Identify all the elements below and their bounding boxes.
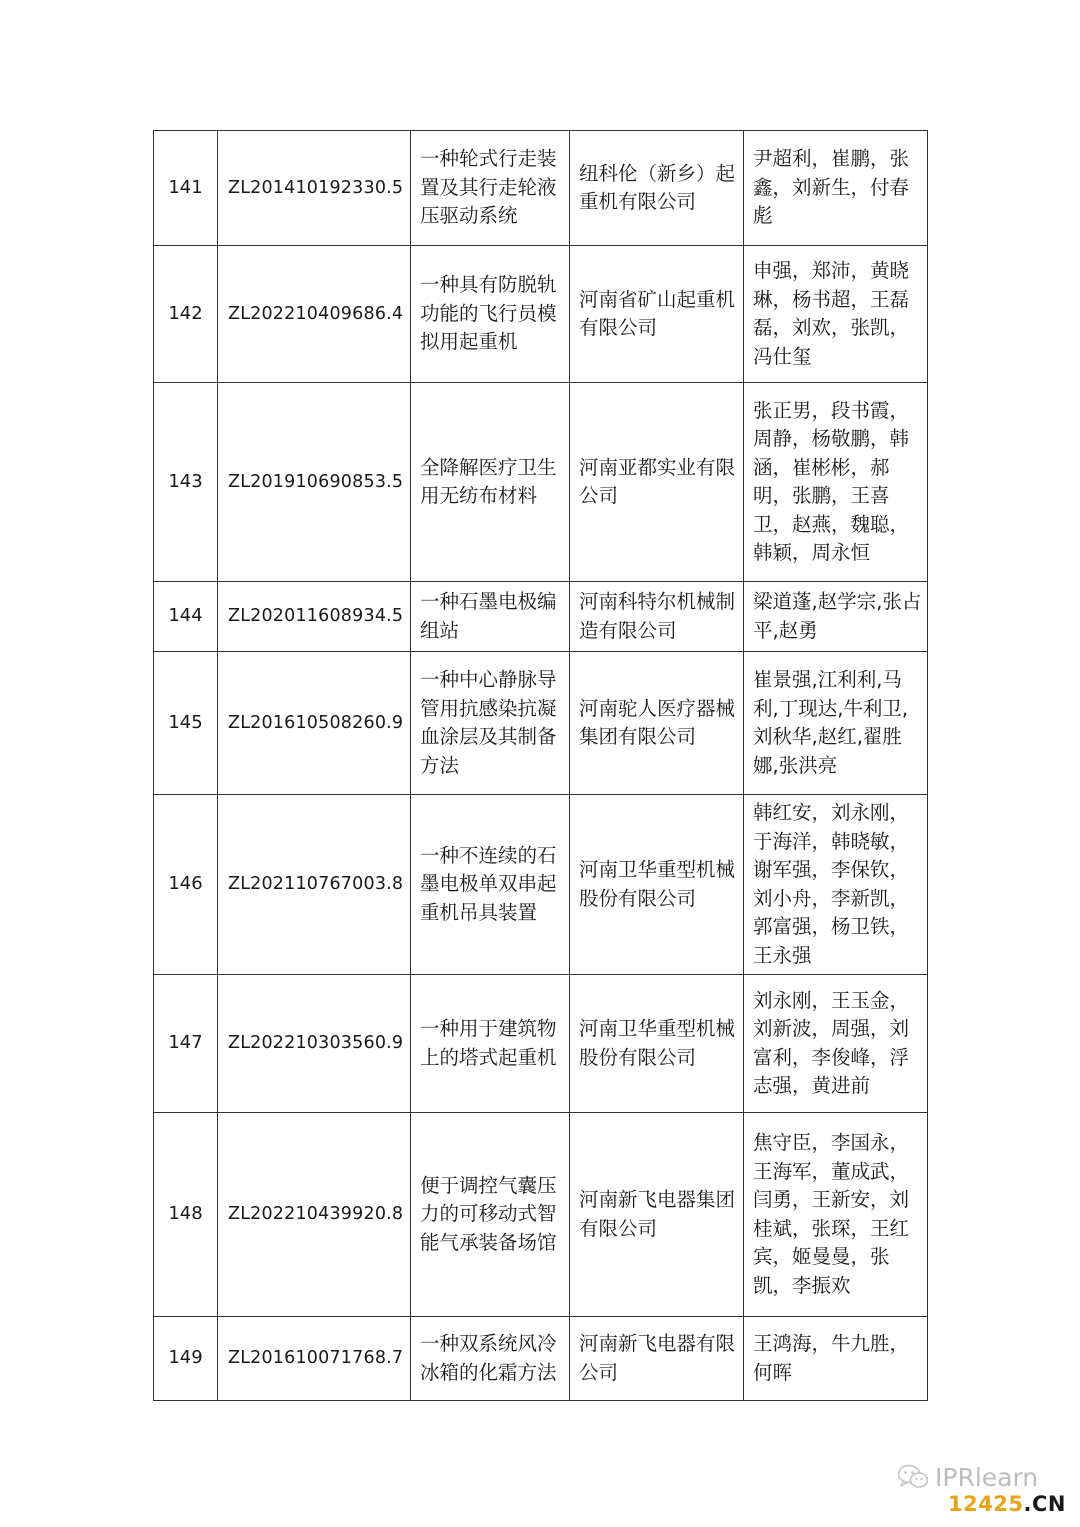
- patent-name: 一种轮式行走装置及其行走轮液压驱动系统: [411, 131, 570, 246]
- row-number: 145: [154, 652, 218, 795]
- table-row: [154, 246, 928, 383]
- patent-number: ZL202210303560.9: [218, 975, 411, 1113]
- table-row: [154, 652, 928, 795]
- patent-number: ZL202210439920.8: [218, 1113, 411, 1317]
- row-number: 149: [154, 1317, 218, 1401]
- patent-name: 一种石墨电极编组站: [411, 582, 570, 652]
- patent-name: 一种具有防脱轨功能的飞行员模拟用起重机: [411, 246, 570, 383]
- row-number: 146: [154, 795, 218, 975]
- watermark-text: IPRlearn: [935, 1462, 1039, 1492]
- table-row: [154, 131, 928, 246]
- inventors: 王鸿海，牛九胜，何晖: [744, 1317, 928, 1401]
- row-number: 141: [154, 131, 218, 246]
- table-row: [154, 582, 928, 652]
- patentee-organization: 河南驼人医疗器械集团有限公司: [570, 652, 744, 795]
- patentee-organization: 河南卫华重型机械股份有限公司: [570, 975, 744, 1113]
- patent-number: ZL202210409686.4: [218, 246, 411, 383]
- patentee-organization: 河南亚都实业有限公司: [570, 383, 744, 582]
- patentee-organization: 河南省矿山起重机有限公司: [570, 246, 744, 383]
- patent-name: 便于调控气囊压力的可移动式智能气承装备场馆: [411, 1113, 570, 1317]
- patent-number: ZL201410192330.5: [218, 131, 411, 246]
- inventors: 梁道蓬,赵学宗,张占平,赵勇: [744, 582, 928, 652]
- patent-name: 一种中心静脉导管用抗感染抗凝血涂层及其制备方法: [411, 652, 570, 795]
- patent-name: 全降解医疗卫生用无纺布材料: [411, 383, 570, 582]
- row-number: 144: [154, 582, 218, 652]
- patent-number: ZL202110767003.8: [218, 795, 411, 975]
- inventors: 崔景强,江利利,马利,丁现达,牛利卫,刘秋华,赵红,翟胜娜,张洪亮: [744, 652, 928, 795]
- row-number: 148: [154, 1113, 218, 1317]
- site-logo-tld: .CN: [1023, 1492, 1066, 1516]
- patentee-organization: 纽科伦（新乡）起重机有限公司: [570, 131, 744, 246]
- table-row: [154, 795, 928, 975]
- patent-table: [153, 130, 928, 1401]
- row-number: 143: [154, 383, 218, 582]
- patentee-organization: 河南新飞电器有限公司: [570, 1317, 744, 1401]
- row-number: 142: [154, 246, 218, 383]
- patent-number: ZL201610071768.7: [218, 1317, 411, 1401]
- patentee-organization: 河南科特尔机械制造有限公司: [570, 582, 744, 652]
- patent-name: 一种用于建筑物上的塔式起重机: [411, 975, 570, 1113]
- table-row: [154, 975, 928, 1113]
- row-number: 147: [154, 975, 218, 1113]
- patent-name: 一种不连续的石墨电极单双串起重机吊具装置: [411, 795, 570, 975]
- inventors: 尹超利，崔鹏，张鑫，刘新生，付春彪: [744, 131, 928, 246]
- patent-number: ZL202011608934.5: [218, 582, 411, 652]
- patentee-organization: 河南卫华重型机械股份有限公司: [570, 795, 744, 975]
- inventors: 申强，郑沛，黄晓琳，杨书超，王磊磊，刘欢，张凯，冯仕玺: [744, 246, 928, 383]
- inventors: 张正男，段书霞，周静，杨敬鹏，韩涵，崔彬彬，郝明，张鹏，王喜卫，赵燕，魏聪，韩颖，周永恒: [744, 383, 928, 582]
- table-row: [154, 383, 928, 582]
- wechat-icon: [897, 1464, 929, 1490]
- inventors: 韩红安，刘永刚，于海洋，韩晓敏，谢军强，李保钦，刘小舟，李新凯，郭富强，杨卫铁，王永强: [744, 795, 928, 975]
- site-logo-number: 12425: [947, 1492, 1024, 1516]
- table-row: [154, 1317, 928, 1401]
- patent-name: 一种双系统风冷冰箱的化霜方法: [411, 1317, 570, 1401]
- table-row: [154, 1113, 928, 1317]
- inventors: 焦守臣，李国永，王海军，董成武，闫勇，王新安，刘桂斌，张琛，王红宾，姬曼曼，张凯，李振欢: [744, 1113, 928, 1317]
- inventors: 刘永刚，王玉金，刘新波，周强，刘富利，李俊峰，浮志强，黄进前: [744, 975, 928, 1113]
- site-logo: [948, 1492, 1066, 1516]
- patent-number: ZL201610508260.9: [218, 652, 411, 795]
- patentee-organization: 河南新飞电器集团有限公司: [570, 1113, 744, 1317]
- patent-number: ZL201910690853.5: [218, 383, 411, 582]
- wechat-watermark: [897, 1463, 1062, 1491]
